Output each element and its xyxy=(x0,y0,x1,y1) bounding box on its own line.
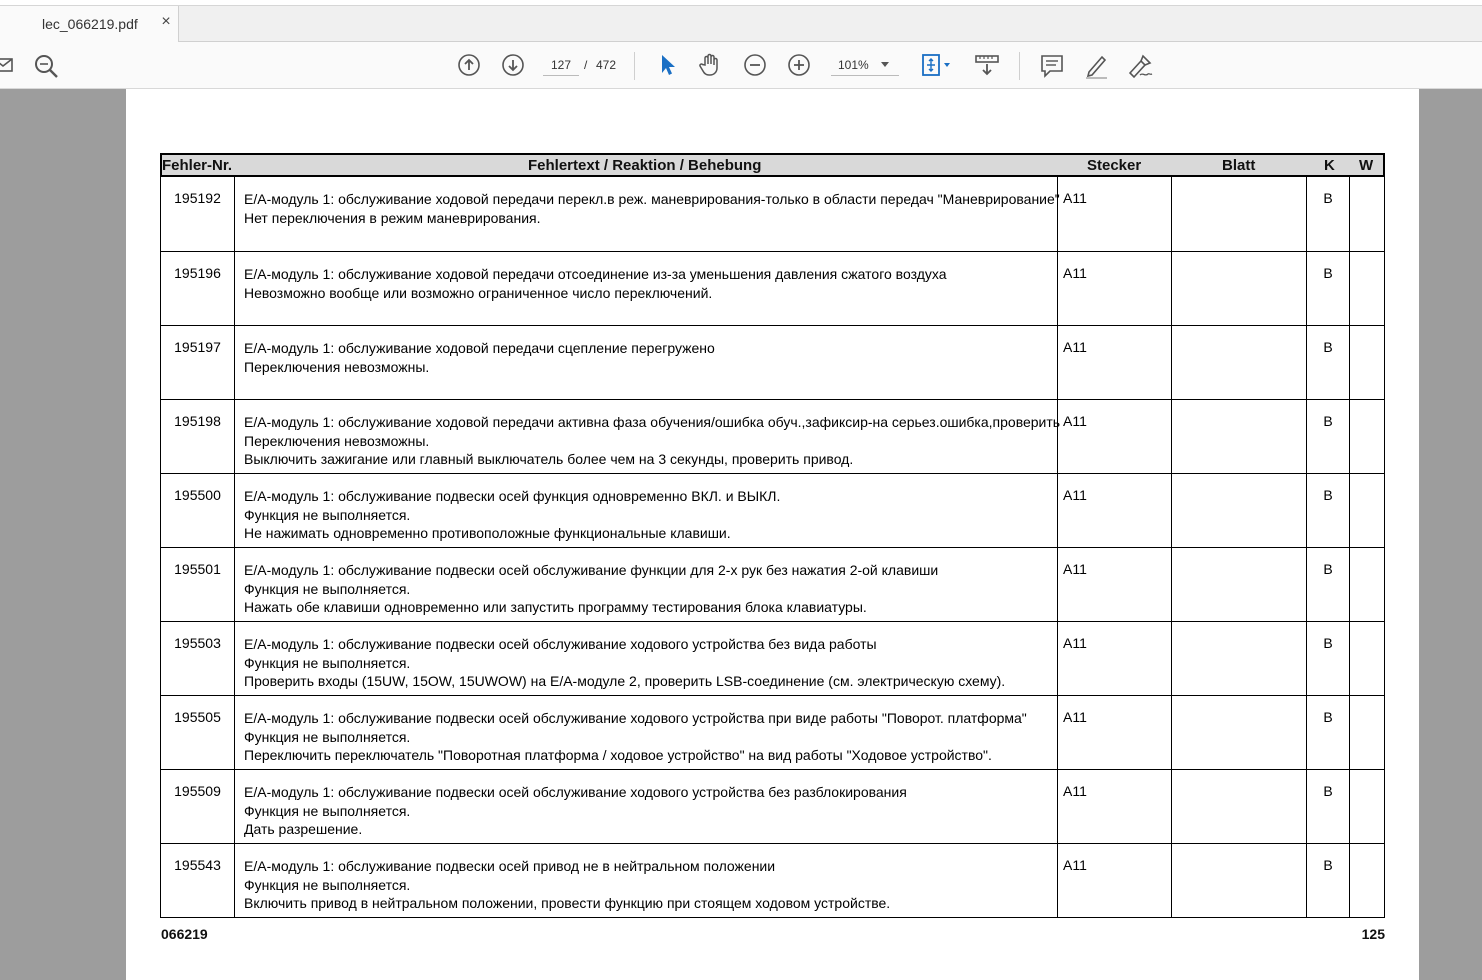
stecker-value: A11 xyxy=(1058,622,1172,695)
printed-page-number: 125 xyxy=(1361,926,1385,942)
stecker-value: A11 xyxy=(1058,548,1172,621)
error-text-line: E/A-модуль 1: обслуживание подвески осей привод не в нейтральном положении xyxy=(244,858,776,874)
blatt-value xyxy=(1172,696,1307,769)
document-number: 066219 xyxy=(161,926,208,942)
scroll-mode-button[interactable] xyxy=(974,53,1000,77)
error-text-line: Переключения невозможны. xyxy=(244,358,430,375)
error-text xyxy=(235,770,1058,843)
stecker-value: A11 xyxy=(1058,770,1172,843)
k-value: B xyxy=(1307,622,1350,695)
error-text-line: E/A-модуль 1: обслуживание ходовой передачи сцепление перегружено xyxy=(244,340,715,356)
table-row xyxy=(161,843,1384,917)
w-value xyxy=(1350,844,1386,917)
error-table xyxy=(160,177,1385,918)
k-value: B xyxy=(1307,400,1350,473)
error-text-line: Дать разрешение. xyxy=(244,821,363,837)
page-total: 472 xyxy=(596,58,617,72)
select-tool-button[interactable] xyxy=(656,53,678,77)
k-value: B xyxy=(1307,770,1350,843)
hand-tool-button[interactable] xyxy=(698,52,724,78)
blatt-value xyxy=(1172,400,1307,473)
zoom-out-button[interactable] xyxy=(743,53,767,77)
stecker-value: A11 xyxy=(1058,474,1172,547)
search-zoom-icon[interactable] xyxy=(33,53,59,79)
error-text-line: E/A-модуль 1: обслуживание подвески осей обслуживание ходового устройства без разблокирования xyxy=(244,784,907,800)
table-row xyxy=(161,473,1384,547)
error-text-line: Функция не выполняется. xyxy=(244,728,411,745)
error-text-line: Включить привод в нейтральном положении, провести функцию при стоящем ходовом устройстве. xyxy=(244,895,891,911)
error-text-line: E/A-модуль 1: обслуживание ходовой передачи активна фаза обучения/ошибка обуч.,зафиксир-на серьез.ошибка,проверить xyxy=(244,414,1061,430)
header-stecker: Stecker xyxy=(1087,157,1142,174)
error-number: 195192 xyxy=(161,177,235,251)
document-tab[interactable] xyxy=(0,6,179,43)
k-value: B xyxy=(1307,252,1350,325)
error-text-line: Выключить зажигание или главный выключатель более чем на 3 секунды, проверить привод. xyxy=(244,451,854,467)
error-text-line: Невозможно вообще или возможно ограниченное число переключений. xyxy=(244,284,713,301)
table-row xyxy=(161,399,1384,473)
w-value xyxy=(1350,177,1386,251)
error-text xyxy=(235,622,1058,695)
blatt-value xyxy=(1172,177,1307,251)
toolbar-divider xyxy=(634,52,635,80)
header-fehler-nr: Fehler-Nr. xyxy=(162,157,233,174)
table-row xyxy=(161,547,1384,621)
error-text xyxy=(235,474,1058,547)
zoom-level-select[interactable]: 101% xyxy=(831,54,899,76)
w-value xyxy=(1350,770,1386,843)
error-text-line: Не нажимать одновременно противоположные функциональные клавиши. xyxy=(244,525,731,541)
k-value: B xyxy=(1307,696,1350,769)
blatt-value xyxy=(1172,326,1307,399)
arrow-up-circle-icon xyxy=(457,53,481,77)
error-text-line: E/A-модуль 1: обслуживание подвески осей обслуживание ходового устройства при виде работы "Поворот. платформа" xyxy=(244,710,1027,726)
error-text-line: E/A-модуль 1: обслуживание подвески осей обслуживание ходового устройства без вида работы xyxy=(244,636,877,652)
close-tab-icon[interactable]: × xyxy=(161,13,171,30)
error-number: 195543 xyxy=(161,844,235,917)
arrow-down-circle-icon xyxy=(501,53,525,77)
fit-page-button[interactable] xyxy=(920,53,954,77)
zoom-in-button[interactable] xyxy=(787,53,811,77)
error-text xyxy=(235,696,1058,769)
blatt-value xyxy=(1172,622,1307,695)
error-number: 195196 xyxy=(161,252,235,325)
error-text-line: Переключения невозможны. xyxy=(244,432,430,449)
pdf-page xyxy=(126,89,1419,980)
sign-button[interactable] xyxy=(1126,53,1154,79)
scroll-mode-icon xyxy=(974,53,1000,77)
error-text-line: E/A-модуль 1: обслуживание подвески осей функция одновременно ВКЛ. и ВЫКЛ. xyxy=(244,488,781,504)
highlight-button[interactable] xyxy=(1083,53,1109,79)
highlighter-icon xyxy=(1083,53,1109,79)
fit-page-icon xyxy=(920,53,954,77)
toolbar-divider xyxy=(1019,52,1020,80)
w-value xyxy=(1350,252,1386,325)
signature-pen-icon xyxy=(1126,53,1154,79)
comment-button[interactable] xyxy=(1039,53,1065,79)
error-text-line: Проверить входы (15UW, 15OW, 15UWOW) на E/A-модуле 2, проверить LSB-соединение (см. электрическую схему). xyxy=(244,673,1006,689)
stecker-value: A11 xyxy=(1058,696,1172,769)
w-value xyxy=(1350,400,1386,473)
w-value xyxy=(1350,326,1386,399)
page-number-input[interactable]: 127 xyxy=(543,54,579,76)
blatt-value xyxy=(1172,252,1307,325)
minus-circle-icon xyxy=(743,53,767,77)
error-number: 195501 xyxy=(161,548,235,621)
cursor-arrow-icon xyxy=(656,53,678,77)
error-text-line: Функция не выполняется. xyxy=(244,876,411,893)
error-text xyxy=(235,177,1058,251)
w-value xyxy=(1350,622,1386,695)
error-text-line: E/A-модуль 1: обслуживание подвески осей обслуживание функции для 2-х рук без нажатия 2-ой клавиши xyxy=(244,562,939,578)
table-row xyxy=(161,177,1384,251)
blatt-value xyxy=(1172,548,1307,621)
table-row xyxy=(161,325,1384,399)
stecker-value: A11 xyxy=(1058,326,1172,399)
error-number: 195198 xyxy=(161,400,235,473)
header-k: K xyxy=(1324,157,1335,174)
stecker-value: A11 xyxy=(1058,177,1172,251)
hand-icon xyxy=(698,52,724,78)
error-text-line: E/A-модуль 1: обслуживание ходовой передачи отсоединение из-за уменьшения давления сжатого воздуха xyxy=(244,266,947,282)
stecker-value: A11 xyxy=(1058,252,1172,325)
previous-page-button[interactable] xyxy=(457,53,481,77)
comment-icon xyxy=(1039,53,1065,79)
error-text-line: Функция не выполняется. xyxy=(244,580,411,597)
k-value: B xyxy=(1307,326,1350,399)
header-fehlertext: Fehlertext / Reaktion / Behebung xyxy=(528,157,762,174)
error-text-line: Переключить переключатель "Поворотная платформа / ходовое устройство" на вид работы "Ходовое устройство". xyxy=(244,747,992,763)
error-text-line: Функция не выполняется. xyxy=(244,506,411,523)
error-text xyxy=(235,400,1061,473)
error-text-line: Функция не выполняется. xyxy=(244,802,411,819)
blatt-value xyxy=(1172,474,1307,547)
document-viewer[interactable] xyxy=(0,89,1482,980)
error-text xyxy=(235,548,1058,621)
error-number: 195503 xyxy=(161,622,235,695)
toolbar xyxy=(0,42,1482,89)
k-value: B xyxy=(1307,177,1350,251)
k-value: B xyxy=(1307,474,1350,547)
error-number: 195500 xyxy=(161,474,235,547)
table-row xyxy=(161,251,1384,325)
table-row xyxy=(161,695,1384,769)
table-row xyxy=(161,621,1384,695)
stecker-value: A11 xyxy=(1058,400,1172,473)
error-text-line: E/A-модуль 1: обслуживание ходовой передачи перекл.в реж. маневрирования-только в области передач "Маневрирование" xyxy=(244,191,1060,207)
error-text-line: Функция не выполняется. xyxy=(244,654,411,671)
k-value: B xyxy=(1307,548,1350,621)
error-number: 195505 xyxy=(161,696,235,769)
stecker-value: A11 xyxy=(1058,844,1172,917)
header-w: W xyxy=(1359,157,1374,174)
k-value: B xyxy=(1307,844,1350,917)
table-header xyxy=(160,153,1385,177)
blatt-value xyxy=(1172,770,1307,843)
error-number: 195197 xyxy=(161,326,235,399)
mail-icon[interactable] xyxy=(0,54,14,76)
next-page-button[interactable] xyxy=(501,53,525,77)
error-text xyxy=(235,326,1058,399)
w-value xyxy=(1350,474,1386,547)
blatt-value xyxy=(1172,844,1307,917)
w-value xyxy=(1350,696,1386,769)
error-text xyxy=(235,844,1058,917)
chevron-down-icon[interactable] xyxy=(881,62,889,67)
page-separator: / xyxy=(584,58,588,72)
error-text-line: Нет переключения в режим маневрирования. xyxy=(244,209,541,226)
w-value xyxy=(1350,548,1386,621)
tab-bar xyxy=(0,6,1482,42)
error-text-line: Нажать обе клавиши одновременно или запустить программу тестирования блока клавиатуры. xyxy=(244,599,867,615)
header-blatt: Blatt xyxy=(1222,157,1256,174)
error-text xyxy=(235,252,1058,325)
table-row xyxy=(161,769,1384,843)
tab-title: lec_066219.pdf xyxy=(42,16,138,32)
plus-circle-icon xyxy=(787,53,811,77)
error-number: 195509 xyxy=(161,770,235,843)
